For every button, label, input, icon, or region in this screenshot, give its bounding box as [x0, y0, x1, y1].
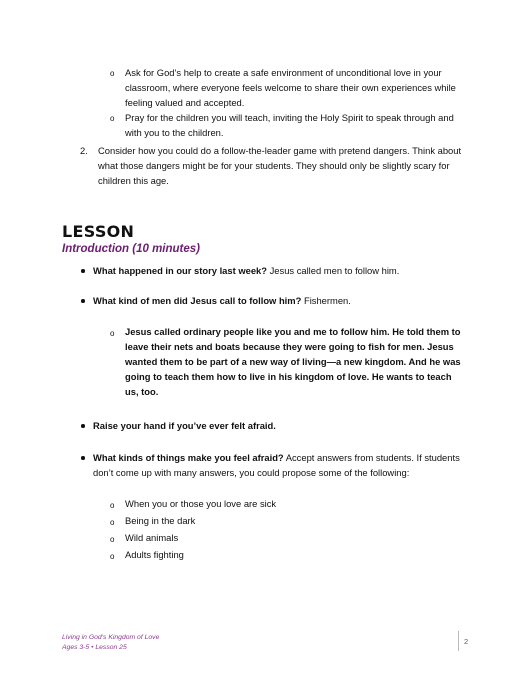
text-line: us, too. — [125, 386, 159, 397]
circle-bullet-icon: o — [110, 114, 115, 123]
bullet-icon — [81, 299, 85, 303]
text-line: Ask for God’s help to create a safe environment of unconditional love in your — [125, 67, 442, 78]
list-number: 2. — [80, 145, 88, 156]
question-text: What kinds of things make you feel afraid? — [93, 452, 284, 463]
footer-subtitle: Ages 3-5 • Lesson 25 — [62, 644, 127, 651]
list-item: When you or those you love are sick — [125, 498, 277, 509]
text-line: leave their nets and boats because they were going to fish for men. Jesus — [125, 341, 454, 352]
text-line: don’t come up with many answers, you could propose some of the following: — [93, 467, 410, 478]
circle-bullet-icon: o — [110, 501, 115, 510]
text-line: wanted them to be part of a new way of living—a new kingdom. And he was — [125, 356, 461, 367]
bullet-icon — [81, 456, 85, 460]
page-number: 2 — [464, 637, 469, 646]
circle-bullet-icon: o — [110, 69, 115, 78]
bullet-text: Raise your hand if you’ve ever felt afraid. — [93, 420, 276, 431]
text-line: Pray for the children you will teach, inviting the Holy Spirit to speak through and — [125, 112, 454, 123]
bullet-text — [93, 264, 399, 277]
list-item: Being in the dark — [125, 515, 196, 526]
bullet-text — [93, 294, 351, 307]
footer-divider — [458, 631, 459, 651]
text-line: children this age. — [98, 175, 169, 186]
text-line: Consider how you could do a follow-the-leader game with pretend dangers. Think about — [98, 145, 462, 156]
question-text: What happened in our story last week? — [93, 265, 267, 276]
circle-bullet-icon: o — [110, 518, 115, 527]
list-item: Adults fighting — [125, 549, 184, 560]
circle-bullet-icon: o — [110, 552, 115, 561]
circle-bullet-icon: o — [110, 329, 115, 338]
text-line: going to teach them how to live in his kingdom of love. He wants to teach — [125, 371, 452, 382]
subsection-heading: Introduction (10 minutes) — [62, 243, 200, 255]
answer-text: Jesus called men to follow him. — [267, 265, 400, 276]
text-line: with you to the children. — [125, 127, 224, 138]
bullet-icon — [81, 269, 85, 273]
section-heading: LESSON — [62, 222, 135, 241]
circle-bullet-icon: o — [110, 535, 115, 544]
list-item: Wild animals — [125, 532, 179, 543]
footer-title: Living in God’s Kingdom of Love — [62, 634, 160, 641]
text-line: feeling valued and accepted. — [125, 97, 245, 108]
answer-text: Fishermen. — [301, 295, 351, 306]
text-line: what those dangers might be for your students. They should only be slightly scary for — [98, 160, 450, 171]
bullet-text — [93, 451, 460, 464]
answer-text: Accept answers from students. If students — [283, 452, 460, 463]
text-line: classroom, where everyone feels welcome to share their own experiences while — [125, 82, 456, 93]
question-text: What kind of men did Jesus call to follow him? — [93, 295, 302, 306]
bullet-icon — [81, 424, 85, 428]
text-line: Jesus called ordinary people like you and me to follow him. He told them to — [125, 326, 461, 337]
